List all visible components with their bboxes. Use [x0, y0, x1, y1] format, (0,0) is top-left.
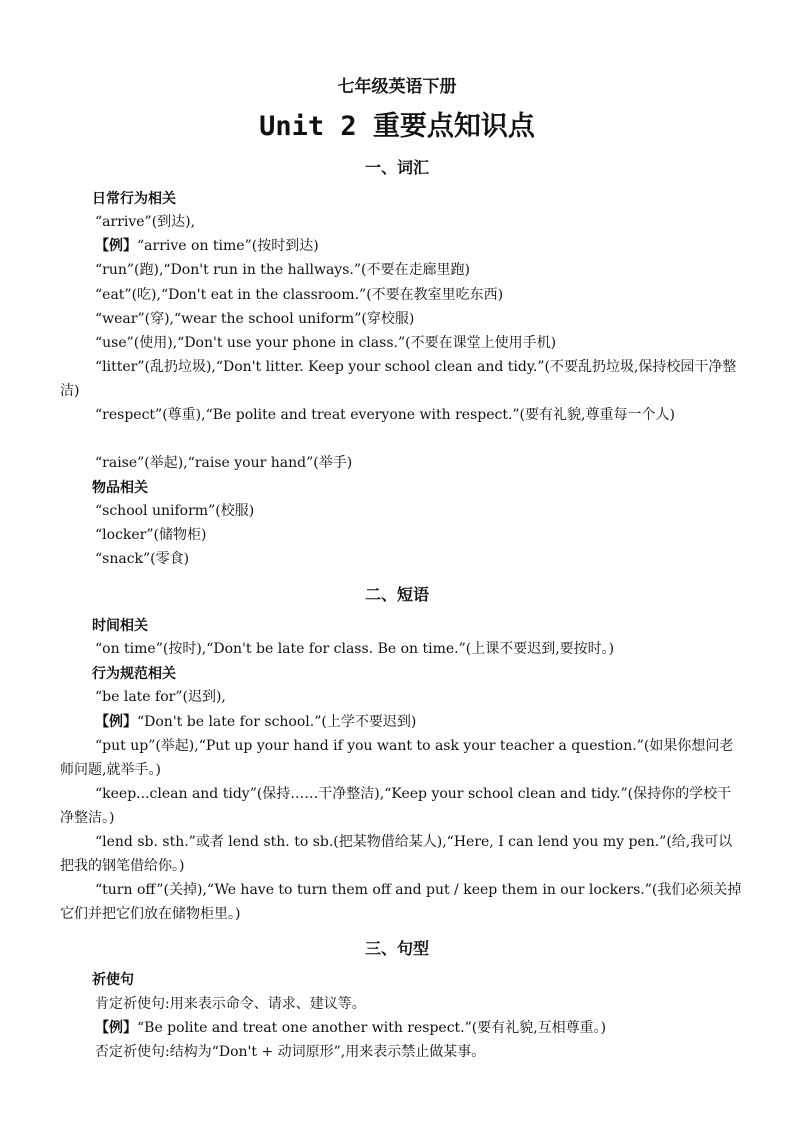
subheading-behavior-rules: 行为规范相关	[92, 666, 176, 682]
vocab-example-arrive	[95, 234, 742, 258]
example-tag: 【例】	[95, 238, 137, 254]
example-text: “Don't be late for school.”(上学不要迟到)	[137, 714, 417, 730]
example-text: “arrive on time”(按时到达)	[137, 238, 319, 254]
vocab-line-eat: “eat”(吃),“Don't eat in the classroom.”(不要在教室里吃东西)	[95, 287, 504, 303]
vocab-line-respect: “respect”(尊重),“Be polite and treat everyone with respect.”(要有礼貌,尊重每一个人)	[95, 407, 675, 423]
subheading-imperative: 祈使句	[92, 972, 134, 988]
vocab-line-use: “use”(使用),“Don't use your phone in class.”(不要在课堂上使用手机)	[95, 335, 557, 351]
phrase-line-put-up: “put up”(举起),“Put up your hand if you want to ask your teacher a question.”(如果你想问老师问题,就举手。)	[60, 738, 734, 778]
example-text: “Be polite and treat one another with respect.”(要有礼貌,互相尊重。)	[137, 1020, 607, 1036]
section-heading-vocabulary: 一、词汇	[364, 158, 429, 177]
section-heading-phrases: 二、短语	[364, 585, 429, 604]
document-title: Unit 2 重要点知识点	[259, 111, 535, 142]
subheading-daily-behavior: 日常行为相关	[92, 191, 176, 207]
vocab-item-locker: “locker”(储物柜)	[95, 527, 207, 543]
vocab-line-litter: “litter”(乱扔垃圾),“Don't litter. Keep your school clean and tidy.”(不要乱扔垃圾,保持校园干净整洁)	[60, 359, 737, 399]
vocab-line-arrive: “arrive”(到达),	[95, 214, 196, 230]
example-tag: 【例】	[95, 714, 137, 730]
phrase-line-lend: “lend sb. sth.”或者 lend sth. to sb.(把某物借给某人),“Here, I can lend you my pen.”(给,我可以把我的钢笔借给你。)	[60, 834, 733, 874]
phrase-line-turn-off: “turn off”(关掉),“We have to turn them off and put / keep them in our lockers.”(我们必须关掉它们并把它们放在储物柜里。)	[60, 882, 742, 922]
vocab-line-run: “run”(跑),“Don't run in the hallways.”(不要在走廊里跑)	[95, 262, 470, 278]
sentence-example-positive	[95, 1016, 742, 1040]
vocab-item-snack: “snack”(零食)	[95, 551, 190, 567]
sentence-line-negative: 否定祈使句:结构为“Don't + 动词原形”,用来表示禁止做某事。	[95, 1044, 486, 1060]
vocab-line-wear: “wear”(穿),“wear the school uniform”(穿校服)	[95, 311, 415, 327]
document-subtitle: 七年级英语下册	[337, 77, 457, 97]
sentence-line-positive: 肯定祈使句:用来表示命令、请求、建议等。	[95, 996, 366, 1012]
vocab-item-uniform: “school uniform”(校服)	[95, 503, 255, 519]
vocab-line-raise: “raise”(举起),“raise your hand”(举手)	[95, 455, 353, 471]
phrase-line-be-late: “be late for”(迟到),	[95, 689, 226, 705]
example-tag: 【例】	[95, 1020, 137, 1036]
phrase-line-keep: “keep...clean and tidy”(保持……干净整洁),“Keep your school clean and tidy.”(保持你的学校干净整洁。)	[60, 786, 732, 826]
section-heading-sentences: 三、句型	[364, 939, 429, 958]
phrase-example-be-late	[95, 710, 742, 734]
subheading-time: 时间相关	[92, 618, 148, 634]
phrase-line-on-time: “on time”(按时),“Don't be late for class. Be on time.”(上课不要迟到,要按时。)	[95, 641, 615, 657]
subheading-items: 物品相关	[92, 480, 148, 496]
